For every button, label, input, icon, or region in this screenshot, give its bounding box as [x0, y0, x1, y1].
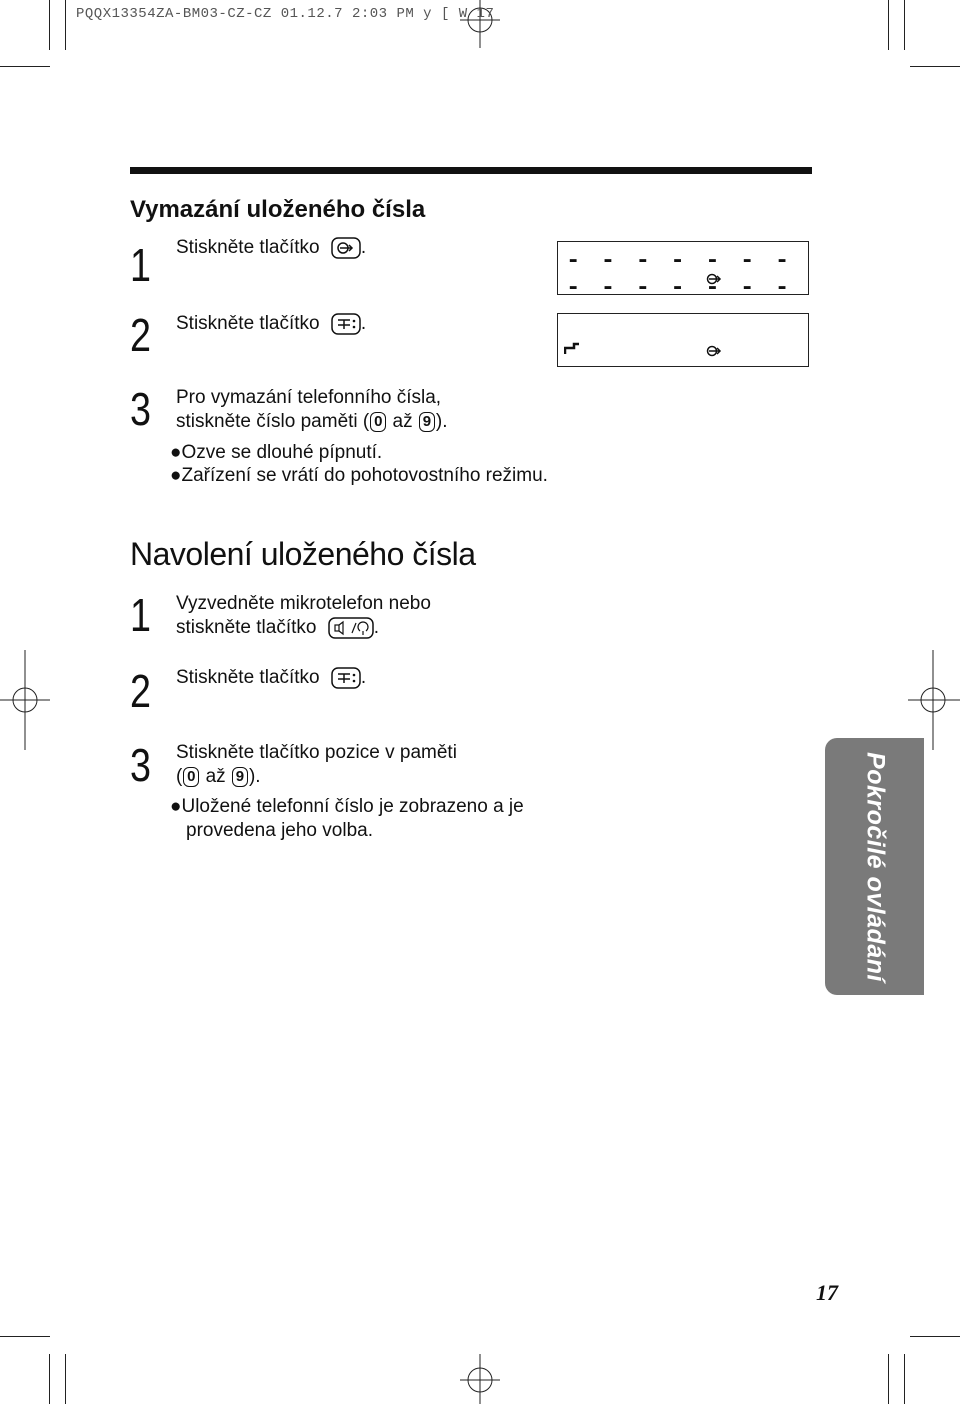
key-0[interactable]: 0	[370, 412, 386, 432]
section-title-delete: Vymazání uloženého čísla	[130, 196, 426, 223]
step-number: 2	[130, 309, 151, 361]
registration-mark-icon	[0, 650, 50, 750]
key-9[interactable]: 9	[419, 412, 435, 432]
step-text: Stiskněte tlačítko .	[176, 667, 367, 688]
step-text: Stiskněte tlačítko .	[176, 237, 367, 258]
step-text: Stiskněte tlačítko pozice v paměti ( 0 až 9 ).	[176, 742, 457, 787]
section-title-dial: Navolení uloženého čísla	[130, 536, 476, 572]
step-number: 3	[130, 383, 151, 435]
key-9[interactable]: 9	[232, 767, 248, 787]
lcd-dashes: - - - - - - - - - - - - - -	[566, 248, 793, 302]
lcd-display-1	[557, 241, 809, 302]
bullet-item: ●Zařízení se vrátí do pohotovostního režimu.	[170, 465, 548, 486]
page-number: 17	[816, 1280, 838, 1305]
print-job-header: PQQX13354ZA-BM03-CZ-CZ 01.12.7 2:03 PM y [ W 17	[76, 6, 495, 22]
step-text: Pro vymazání telefonního čísla, stiskněte číslo paměti ( 0 až 9 ).	[176, 387, 448, 432]
step-text: Stiskněte tlačítko .	[176, 313, 367, 334]
pause-arrow-icon[interactable]	[331, 237, 361, 259]
handset-icon	[564, 342, 580, 356]
arrow-icon	[706, 344, 722, 358]
memory-auto-icon[interactable]	[331, 667, 361, 689]
step-text: Vyzvedněte mikrotelefon nebo stiskněte tlačítko .	[176, 593, 431, 638]
key-0[interactable]: 0	[183, 767, 199, 787]
memory-auto-icon[interactable]	[331, 313, 361, 335]
lcd-display-2	[557, 313, 809, 367]
registration-mark-icon	[908, 650, 960, 750]
step-number: 1	[130, 589, 151, 641]
chapter-side-tab	[825, 738, 924, 995]
speaker-headset-icon[interactable]	[328, 617, 374, 639]
bullet-item: ●Uložené telefonní číslo je zobrazeno a je provedena jeho volba.	[170, 796, 524, 841]
step-number: 2	[130, 665, 151, 717]
bullet-item: ●Ozve se dlouhé pípnutí.	[170, 442, 383, 463]
step-number: 1	[130, 239, 151, 291]
section-rule	[130, 167, 812, 174]
step-number: 3	[130, 739, 151, 791]
registration-mark-icon	[455, 1352, 505, 1404]
arrow-icon	[706, 272, 722, 286]
side-tab-label: Pokročilé ovládání	[861, 751, 889, 982]
